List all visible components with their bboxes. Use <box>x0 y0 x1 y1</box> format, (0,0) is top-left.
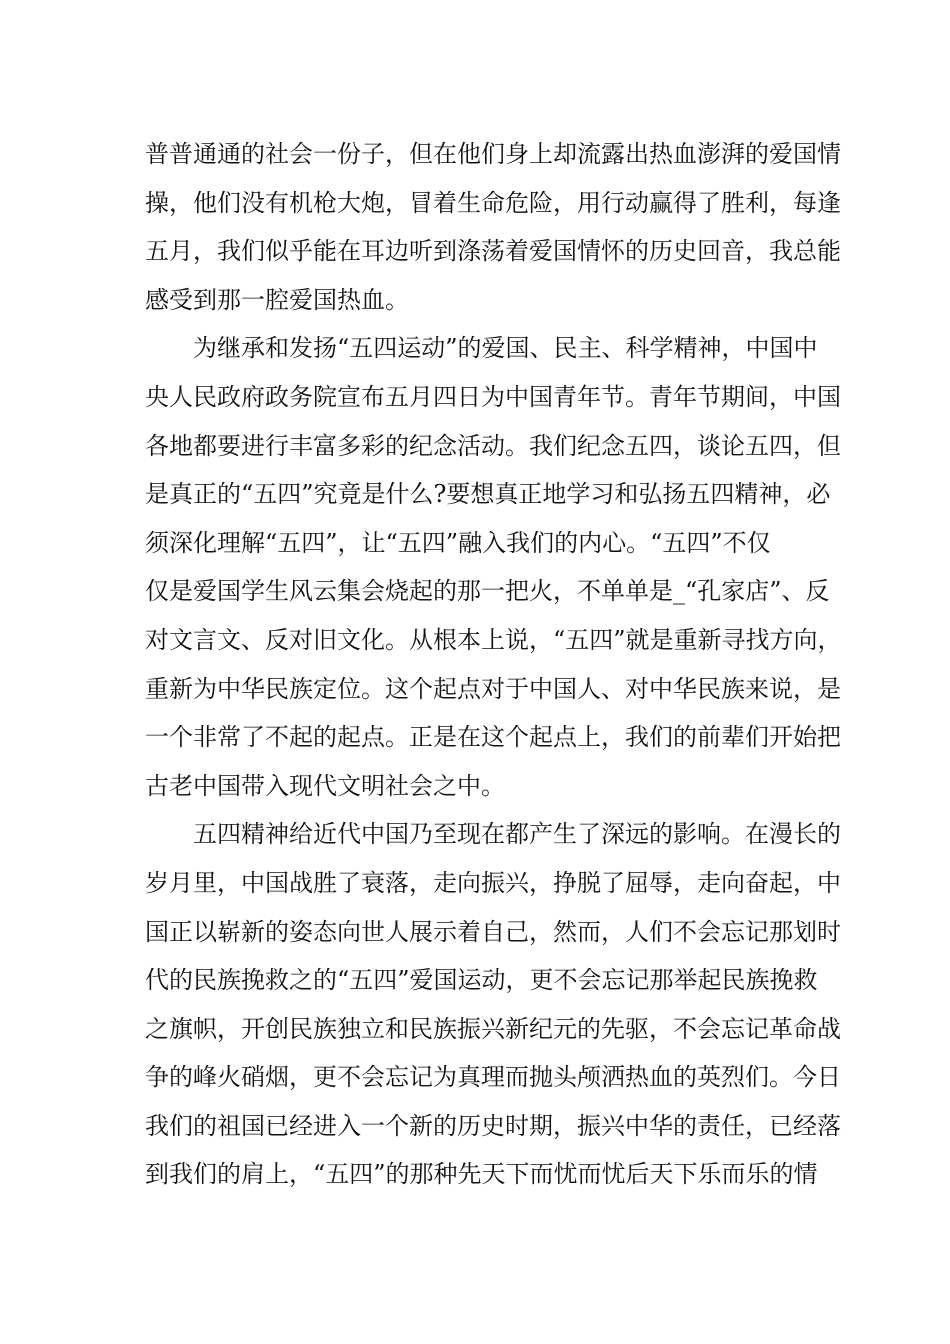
text-line: 须深化理解“五四”，让“五四”融入我们的内心。“五四”不仅 <box>145 528 771 557</box>
text-line: 争的峰火硝烟，更不会忘记为真理而抛头颅洒热血的英烈们。今日 <box>145 1063 841 1092</box>
text-line: 五四精神给近代中国乃至现在都产生了深远的影响。在漫长的 <box>193 820 841 849</box>
text-line: 我们的祖国已经进入一个新的历史时期，振兴中华的责任，已经落 <box>145 1111 841 1140</box>
text-line: 古老中国带入现代文明社会之中。 <box>145 771 505 800</box>
text-line: 五月，我们似乎能在耳边听到涤荡着爱国情怀的历史回音，我总能 <box>145 237 841 266</box>
text-line: 为继承和发扬“五四运动”的爱国、民主、科学精神，中国中 <box>193 334 818 363</box>
text-line: 代的民族挽救之的“五四”爱国运动，更不会忘记那举起民族挽救 <box>145 966 818 995</box>
text-line: 央人民政府政务院宣布五月四日为中国青年节。青年节期间，中国 <box>145 382 841 411</box>
paragraph-3 <box>145 810 841 1199</box>
text-line: 岁月里，中国战胜了衰落，走向振兴，挣脱了屈辱，走向奋起，中 <box>145 868 841 897</box>
paragraph-1 <box>145 130 841 324</box>
text-line: 之旗帜，开创民族独立和民族振兴新纪元的先驱，不会忘记革命战 <box>145 1014 841 1043</box>
text-line: 是真正的“五四”究竟是什么?要想真正地学习和弘扬五四精神，必 <box>145 480 831 509</box>
text-line: 重新为中华民族定位。这个起点对于中国人、对中华民族来说，是 <box>145 674 841 703</box>
text-line: 操，他们没有机枪大炮，冒着生命危险，用行动赢得了胜利，每逢 <box>145 188 841 217</box>
text-line: 各地都要进行丰富多彩的纪念活动。我们纪念五四，谈论五四，但 <box>145 431 841 460</box>
text-line: 普普通通的社会一份子，但在他们身上却流露出热血澎湃的爱国情 <box>145 140 841 168</box>
text-line: 仅是爱国学生风云集会烧起的那一把火，不单单是_“孔家店”、反 <box>145 577 830 606</box>
paragraph-2 <box>145 324 842 810</box>
text-line: 到我们的肩上，“五四”的那种先天下而忧而忧后天下乐而乐的情 <box>145 1160 818 1189</box>
text-line: 国正以崭新的姿态向世人展示着自己，然而，人们不会忘记那划时 <box>145 917 841 946</box>
document-body <box>145 130 842 1199</box>
text-line: 一个非常了不起的起点。正是在这个起点上，我们的前辈们开始把 <box>145 723 841 752</box>
text-line: 对文言文、反对旧文化。从根本上说，“五四”就是重新寻找方向， <box>145 625 842 654</box>
text-line: 感受到那一腔爱国热血。 <box>145 285 409 314</box>
